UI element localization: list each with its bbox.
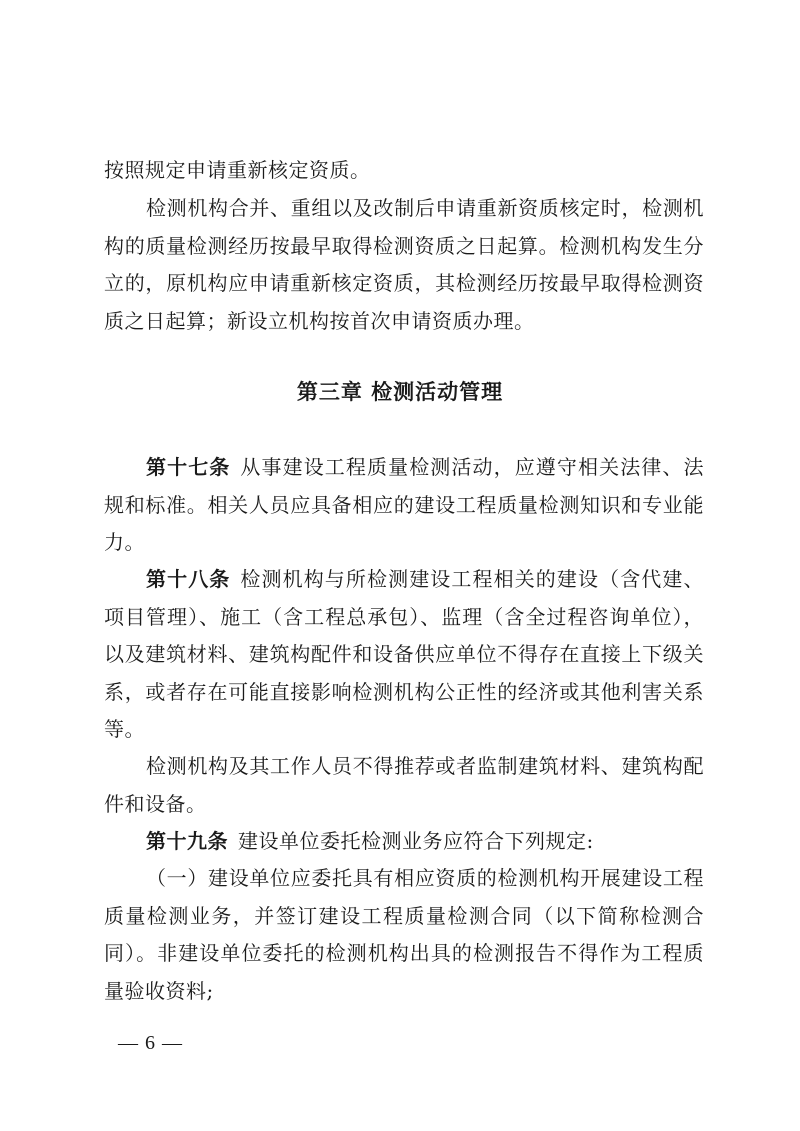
- article-19-label: 第十九条: [146, 829, 228, 853]
- article-17-label: 第十七条: [146, 455, 231, 479]
- article-18-text: 检测机构与所检测建设工程相关的建设（含代建、项目管理）、施工（含工程总承包）、监理（含全过程咨询单位），以及建筑材料、建筑构配件和设备供应单位不得存在直接上下级关系，或者存在可能直接影响检测机构公正性的经济或其他利害关系等。: [104, 567, 705, 741]
- article-17: [104, 449, 704, 562]
- article-18: [104, 561, 704, 749]
- article-19-item-1: （一）建设单位应委托具有相应资质的检测机构开展建设工程质量检测业务，并签订建设工程质量检测合同（以下简称检测合同）。非建设单位委托的检测机构出具的检测报告不得作为工程质量验收资料;: [104, 866, 704, 1003]
- paragraph-merger-rules: 检测机构合并、重组以及改制后申请重新资质核定时，检测机构的质量检测经历按最早取得检测资质之日起算。检测机构发生分立的，原机构应申请重新核定资质，其检测经历按最早取得检测资质之日起算；新设立机构按首次申请资质办理。: [104, 196, 704, 333]
- paragraph-continuation: 按照规定申请重新核定资质。: [104, 158, 371, 182]
- page-number: — 6 —: [118, 1032, 183, 1054]
- article-17-text: 从事建设工程质量检测活动，应遵守相关法律、法规和标准。相关人员应具备相应的建设工程质量检测知识和专业能力。: [104, 455, 705, 554]
- chapter-title: 第三章 检测活动管理: [296, 380, 504, 404]
- article-19: [104, 823, 704, 861]
- article-18-paragraph-2: 检测机构及其工作人员不得推荐或者监制建筑材料、建筑构配件和设备。: [104, 754, 704, 816]
- article-18-label: 第十八条: [146, 567, 231, 591]
- article-19-text: 建设单位委托检测业务应符合下列规定:: [238, 829, 594, 853]
